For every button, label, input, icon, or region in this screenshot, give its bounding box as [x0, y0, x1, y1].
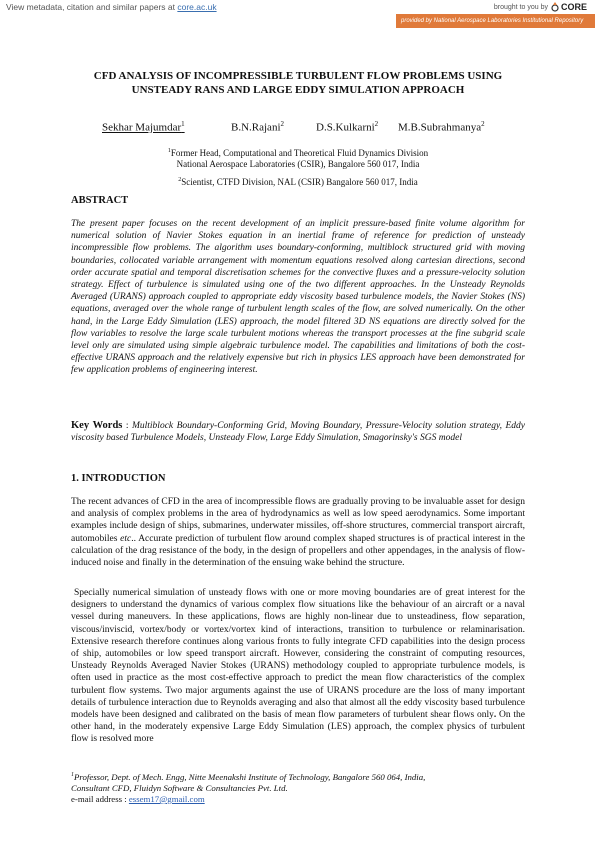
affiliation-2-sup: 2 [178, 177, 182, 183]
intro-p1-part-b: .. Accurate prediction of turbulent flow around complex shaped structures is of practical interest in the calculation of the drag resistance of the body, in the design of propellers and other appendages, in the analysis of flow-induced noise and finally in the determination of the ensuing wake behind the structure. [71, 533, 525, 569]
intro-heading: 1. INTRODUCTION [71, 473, 166, 484]
intro-p1-part-a: The recent advances of CFD in the area of incompressible flows are gradually proving to be invaluable asset for design and analysis of complex problems in the area of hydrodynamics as well as low speed aerodynamics. Some important examples include design of ships, submarines, underwater missiles, off-shore structures, commercial transport aircraft, automobiles [71, 497, 525, 544]
affiliation-1-sup: 1 [167, 148, 171, 154]
affiliation-1 [71, 146, 525, 170]
core-metadata-banner [6, 2, 217, 12]
intro-p2-part-a: Specially numerical simulation of unsteady flows with one or more moving boundaries are of great interest for the designers to understand the dynamics of various complex flow situations like the behaviour of an aircraft or a naval vessel during maneuvers. In these applications, flows are highly non-linear due to unsteadiness, flow separation, viscous/inviscid, vortex/body or vortex/vortex kind of interactions, transition to turbulence or relaminarisation. Extensive research therefore continues along various fronts to fully integrate CFD capabilities into the design process of ship, automobiles or low speed transport aircraft. However, considering the constraint of computing resources, Unsteady Reynolds Averaged Navier Stokes (URANS) methodology coupled to appropriate turbulence models, is often used in practice as the most cost-effective approach to predict the mean flow characteristics of the complex turbulent flow systems. Two major arguments against the use of URANS procedure are the loss of many important details of turbulence interaction due to Reynolds averaging and also that almost all the eddy viscosity based turbulence models have been designed and calibrated on the basis of mean flow parameters of turbulent shear flows only [71, 588, 525, 721]
author-1-name: Sekhar Majumdar [102, 121, 182, 134]
abstract-heading: ABSTRACT [71, 195, 129, 206]
author-3-sup: 2 [374, 120, 379, 128]
author-4 [398, 120, 485, 134]
email-label: e-mail address : [71, 793, 127, 804]
provider-bar[interactable] [396, 14, 595, 28]
intro-paragraph-2 [71, 587, 525, 746]
author-3-name: D.S.Kulkarni [316, 121, 375, 134]
author-4-sup: 2 [481, 120, 485, 128]
email-link[interactable]: essem17@gmail.com [128, 793, 205, 804]
author-2-sup: 2 [280, 120, 284, 128]
core-banner-text: View metadata, citation and similar papers at [6, 2, 178, 12]
footnote-line-1: Professor, Dept. of Mech. Engg, Nitte Meenakshi Institute of Technology, Bangalore 560 064, India, [74, 771, 426, 782]
intro-p2-part-b: On the other hand, in the moderately expensive Large Eddy Simulation (LES) approach, the complex physics of turbulent flow is resolved more [71, 710, 525, 745]
keywords-separator: : [122, 421, 132, 431]
keywords-text: Multiblock Boundary-Conforming Grid, Moving Boundary, Pressure-Velocity solution strategy, Eddy viscosity based Turbulence Models, Unsteady Flow, Large Eddy Simulation, Smagorinsky's SGS model [71, 421, 525, 444]
affiliation-1-line-2: National Aerospace Laboratories (CSIR), Bangalore 560 017, India [176, 159, 420, 169]
author-1-sup: 1 [181, 120, 185, 128]
author-1 [102, 120, 185, 134]
core-logo-icon [550, 2, 560, 12]
title-line-2: UNSTEADY RANS AND LARGE EDDY SIMULATION APPROACH [131, 83, 465, 96]
footnote [71, 770, 525, 805]
core-logo[interactable] [550, 2, 587, 12]
author-2-name: B.N.Rajani [231, 121, 281, 134]
paper-title [71, 70, 525, 97]
abstract-text: The present paper focuses on the recent development of an implicit pressure-based finite volume algorithm for numerical solution of Navier Stokes equation in an inertial frame of reference for prediction of unsteady incompressible flow problems. The algorithm uses boundary-conforming, multiblock structured grid with moving boundaries, collocated variable arrangement with momentum equations resolved along cartesian directions, second order accurate spatial and temporal discretisation schemes for the convective fluxes and a pressure-velocity solution strategy. Effect of turbulence is simulated using one of the two different approaches. In the Unsteady Reynolds Averaged (URANS) approach coupled to appropriate eddy viscosity based turbulence models, the Navier Stokes (NS) equations, averaged over the whole range of turbulent length scales of the flow, are solved numerically. On the other hand, in the Large Eddy Simulation (LES) approach, the model filtered 3D NS equations are directly solved for the flow variables to resolve the large scale turbulent motions whereas the transport processes at the fine subgrid scale level only are simulated using simple algebraic turbulence model. The capabilities and limitations of both the cost-effective URANS approach and the relatively expensive but rich in physics LES approach have been demonstrated for few application problems of engineering interest. [71, 219, 525, 376]
author-3 [316, 120, 378, 134]
title-line-1: CFD ANALYSIS OF INCOMPRESSIBLE TURBULENT FLOW PROBLEMS USING [93, 70, 503, 82]
keywords-label: Key Words [71, 420, 123, 431]
footnote-line-2: Consultant CFD, Fluidyn Software & Consultancies Pvt. Ltd. [71, 782, 288, 793]
footnote-sup: 1 [71, 772, 74, 778]
affiliation-1-line-1: Former Head, Computational and Theoretical Fluid Dynamics Division [170, 148, 429, 158]
brought-to-you-text: brought to you by [493, 3, 548, 11]
author-4-name: M.B.Subrahmanya [398, 121, 482, 134]
keywords [71, 420, 525, 444]
affiliation-2-line-1: Scientist, CTFD Division, NAL (CSIR) Bangalore 560 017, India [181, 177, 418, 187]
intro-p1-etc: etc [120, 533, 132, 544]
core-logo-text: CORE [560, 2, 587, 12]
core-link[interactable]: core.ac.uk [177, 2, 217, 12]
provider-text: provided by National Aerospace Laboratories Institutional Repository [401, 18, 584, 24]
intro-paragraph-1 [71, 496, 525, 569]
author-2 [231, 120, 284, 134]
intro-p2-dot: . [493, 710, 497, 721]
core-brand [494, 2, 587, 12]
affiliation-2 [71, 175, 525, 188]
